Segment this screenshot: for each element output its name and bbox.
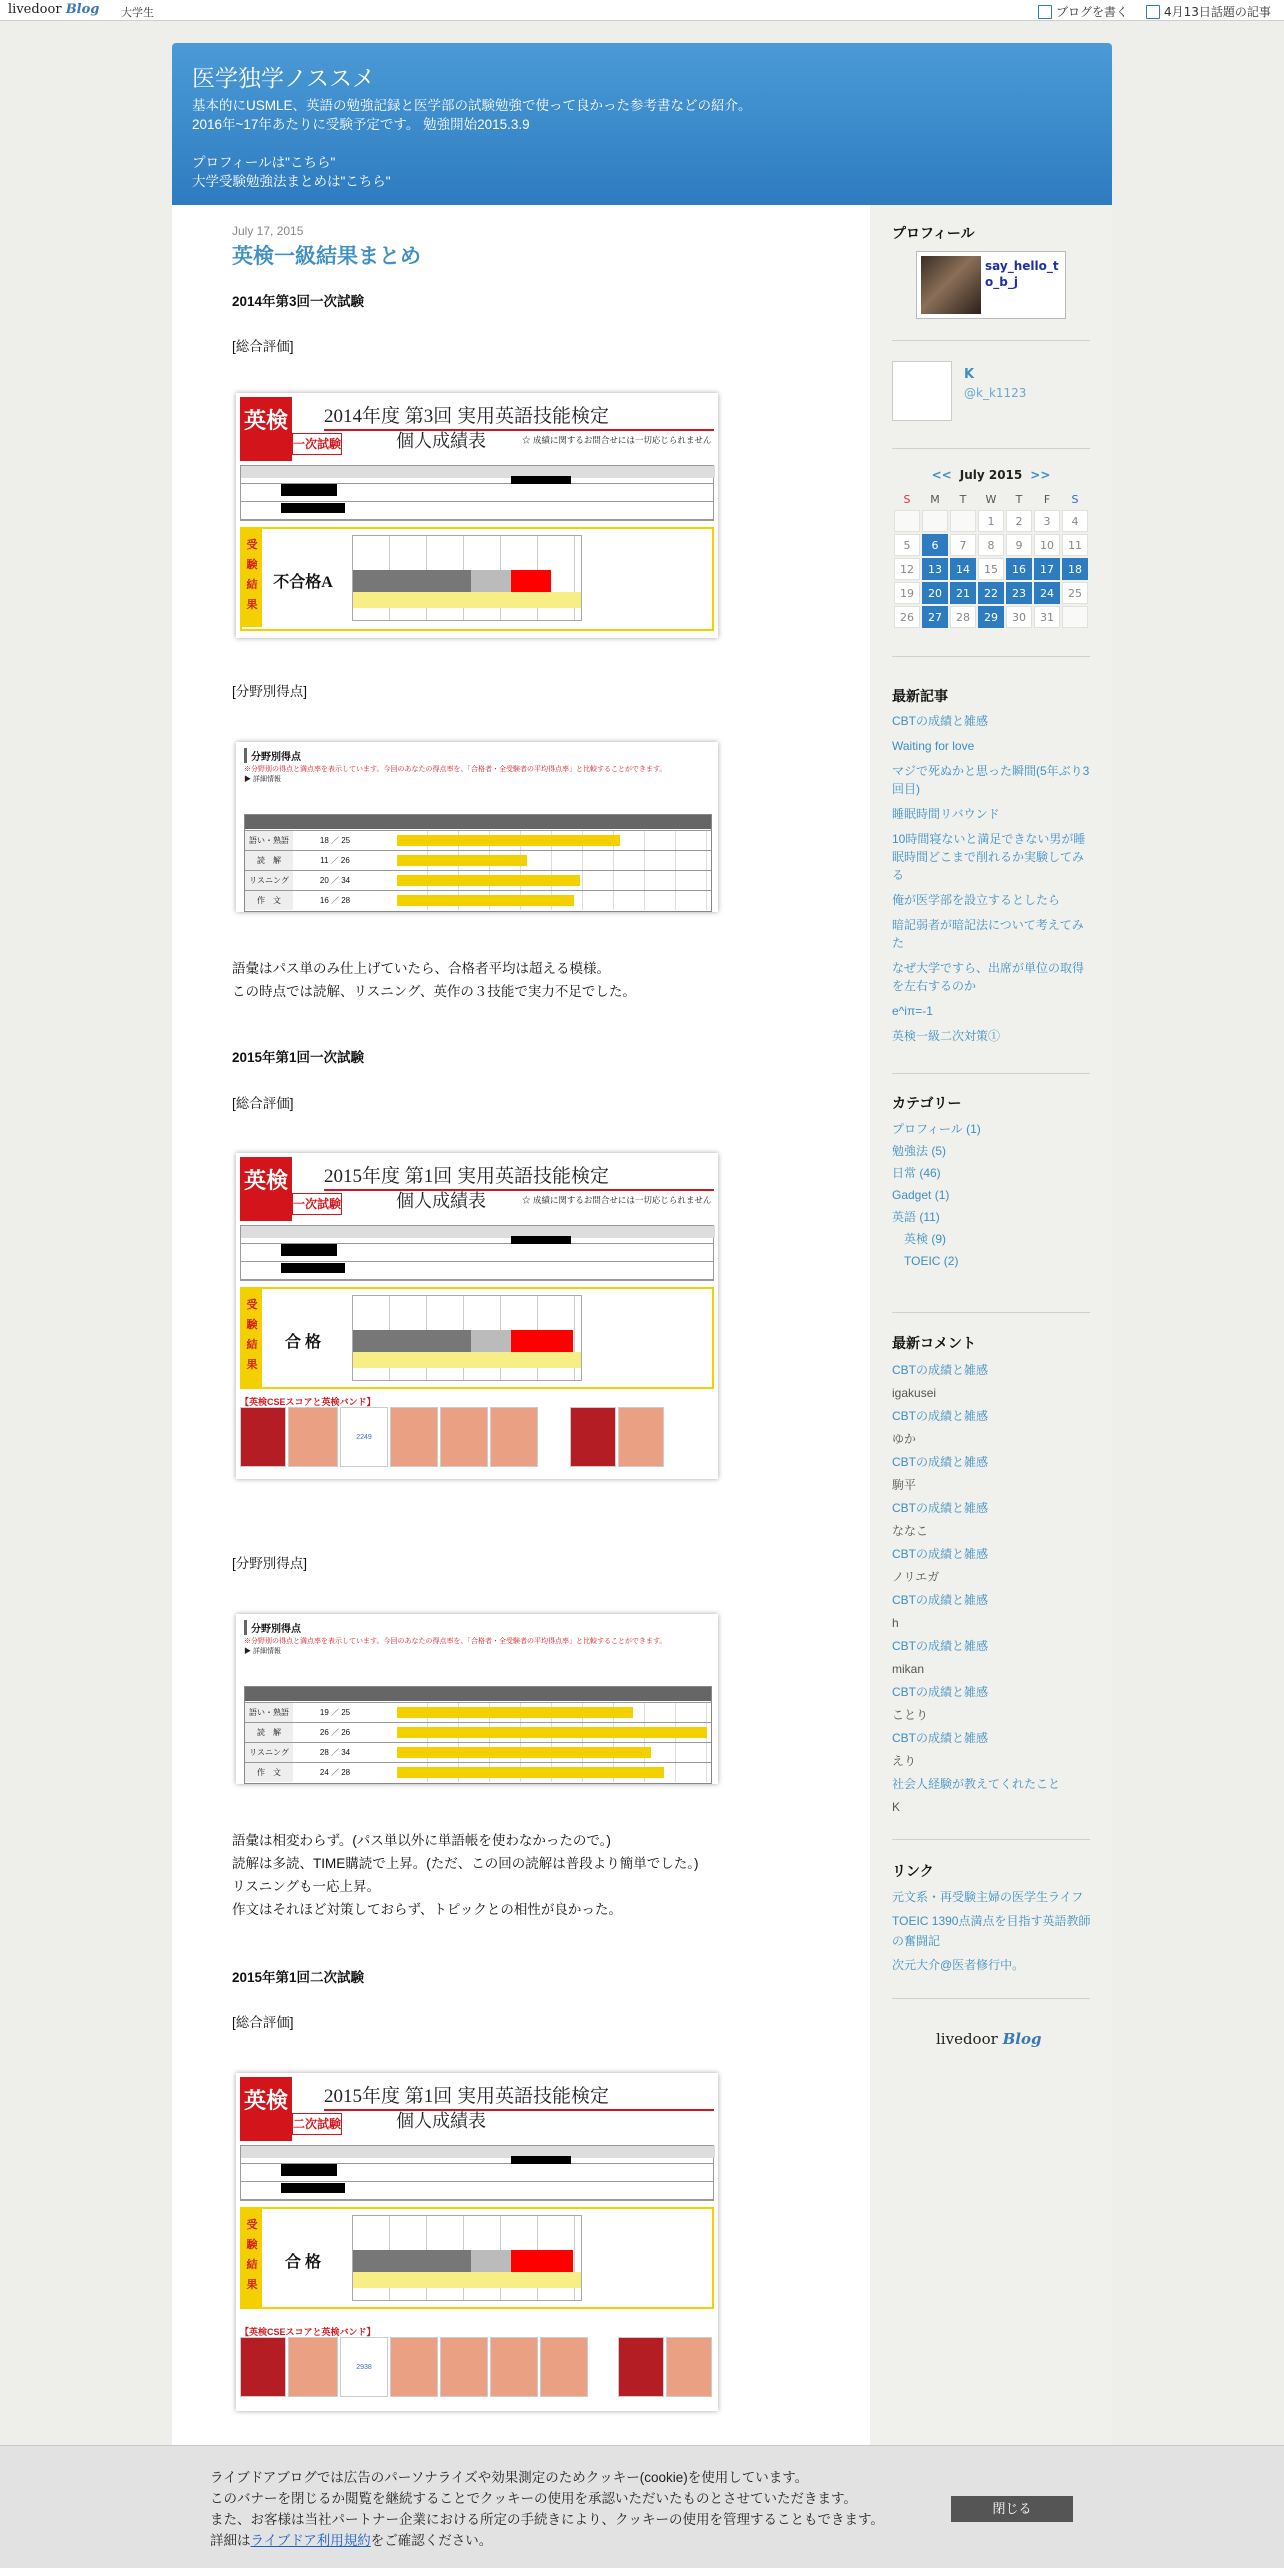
field-row <box>245 1762 711 1782</box>
subcategory-link[interactable]: TOEIC (2) <box>904 1254 959 1268</box>
category-link[interactable]: 日常 (46) <box>892 1166 941 1180</box>
field-bar <box>397 1767 664 1778</box>
field-row <box>245 850 711 870</box>
field-row <box>245 890 711 910</box>
recent-post-link[interactable]: なぜ大学ですら、出席が単位の取得を左右するのか <box>892 961 1085 993</box>
eiken-logo: 英検 <box>240 397 292 461</box>
score-report-image[interactable]: 英検 2015年度 第1回 実用英語技能検定 二次試験 個人成績表 受験結果 合 格 【英検CSEスコアと英検バンド】 2938 <box>236 2073 718 2411</box>
comment-post-link[interactable]: CBTの成績と雑感 <box>892 1639 989 1653</box>
livedoor-footer-logo[interactable]: livedoor Blog <box>936 2030 1042 2048</box>
categories-heading: カテゴリー <box>892 1095 962 1111</box>
result-verdict: 合 格 <box>284 1334 321 1351</box>
field-row <box>245 1702 711 1722</box>
comment-author: mikan <box>892 1662 925 1676</box>
field-bar <box>397 875 580 886</box>
recent-post-link[interactable]: CBTの成績と雑感 <box>892 714 989 728</box>
field-bar <box>397 855 527 866</box>
calendar: << July 2015 >> S M T W T F S 1 2 3 4 5 6 7 8 9 10 11 12 13 14 15 16 17 18 19 20 21 22 23 24 25 26 27 28 29 30 31 <box>892 468 1090 630</box>
section-heading: 2015年第1回二次試験 <box>232 1970 365 1985</box>
comment-post-link[interactable]: CBTの成績と雑感 <box>892 1731 989 1745</box>
recent-posts-list <box>892 712 1092 1052</box>
overall-label: [総合評価] <box>232 339 294 354</box>
field-bar <box>397 895 574 906</box>
field-score: 18 ／ 25 <box>319 836 351 845</box>
recent-post-link[interactable]: 暗記弱者が暗記法について考えてみた <box>892 918 1084 950</box>
eiken-logo: 英検 <box>240 1157 292 1221</box>
field-label: [分野別得点] <box>232 1556 308 1571</box>
paragraph: 語彙は相変わらず。(パス単以外に単語帳を使わなかったので。) 読解は多読、TIME購読で上昇。(ただ、この回の読解は普段より簡単でした。) リスニングも一応上昇。 作文はそれほど対策しておらず、トピックとの相性が良かった。 <box>232 1833 699 1917</box>
field-score: 11 ／ 26 <box>320 856 350 865</box>
field-bar <box>397 1707 633 1718</box>
field-score: 16 ／ 28 <box>319 896 351 905</box>
category-link[interactable]: プロフィール (1) <box>892 1122 981 1136</box>
field-row <box>245 1722 711 1742</box>
pencil-icon <box>1038 5 1052 19</box>
user-id[interactable]: @k_k1123 <box>964 386 1027 400</box>
comment-author: えり <box>892 1754 917 1768</box>
external-link[interactable]: 元文系・再受験主婦の医学生ライフ <box>892 1890 1084 1904</box>
links-heading: リンク <box>892 1863 934 1879</box>
livedoor-blog-logo[interactable]: livedoor Blog <box>8 2 100 17</box>
external-link[interactable]: 次元大介@医者修行中。 <box>892 1958 1025 1972</box>
post-title[interactable]: 英検一級結果まとめ <box>232 245 421 268</box>
write-blog-button[interactable]: ブログを書く <box>1038 3 1128 20</box>
section-heading: 2014年第3回一次試験 <box>232 294 365 309</box>
comment-post-link[interactable]: CBTの成績と雑感 <box>892 1501 989 1515</box>
comment-author: K <box>892 1800 901 1814</box>
subcategory-link[interactable]: 英検 (9) <box>904 1232 947 1246</box>
category-link[interactable]: 英語 (11) <box>892 1210 940 1224</box>
recent-post-link[interactable]: e^iπ=-1 <box>892 1004 933 1018</box>
comment-author: ノリエガ <box>892 1570 940 1584</box>
profile-heading: プロフィール <box>892 225 975 241</box>
field-label: [分野別得点] <box>232 684 308 699</box>
field-score: 20 ／ 34 <box>319 876 351 885</box>
recent-posts-heading: 最新記事 <box>892 688 948 704</box>
result-verdict: 合 格 <box>284 2254 321 2271</box>
calendar-prev[interactable]: << <box>931 468 952 482</box>
comment-author: ことり <box>892 1708 929 1722</box>
comment-post-link[interactable]: CBTの成績と雑感 <box>892 1363 989 1377</box>
field-row <box>245 870 711 890</box>
recent-post-link[interactable]: 10時間寝ないと満足できない男が睡眠時間どこまで削れるか実験してみる <box>892 832 1086 882</box>
profile-link[interactable]: プロフィールは"こちら" <box>192 155 336 170</box>
profile-card[interactable]: say_hello_to_b_j <box>916 251 1066 319</box>
field-name: リスニング <box>245 1743 293 1762</box>
cookie-message: ライブドアブログでは広告のパーソナライズや効果測定のためクッキー(cookie)を使用しています。 このバナーを閉じるか閲覧を継続することでクッキーの使用を承認いただいたものとさせていただきます。 また、お客様は当社パートナー企業における所定の手続きにより、クッキーの使用を管理することもできます。 詳細はライブドア利用規約をご確認ください。 <box>210 2470 884 2548</box>
calendar-month: July 2015 <box>959 468 1023 482</box>
comment-post-link[interactable]: CBTの成績と雑感 <box>892 1455 989 1469</box>
comment-author: h <box>892 1616 899 1630</box>
comments-heading: 最新コメント <box>892 1335 976 1351</box>
avatar <box>921 256 981 314</box>
trending-articles-button[interactable]: 4月13日話題の記事 <box>1146 3 1271 20</box>
post-date: July 17, 2015 <box>232 224 304 238</box>
comment-author: igakusei <box>892 1386 937 1400</box>
comment-author: 駒平 <box>892 1478 917 1492</box>
field-row <box>245 830 711 850</box>
external-link[interactable]: TOEIC 1390点満点を目指す英語教師の奮闘記 <box>892 1914 1091 1948</box>
user-name[interactable]: K <box>964 367 975 382</box>
field-name: リスニング <box>245 871 293 890</box>
overall-label: [総合評価] <box>232 1096 294 1111</box>
blog-description: 基本的にUSMLE、英語の勉強記録と医学部の試験勉強で使って良かった参考書などの紹介。 2016年~17年あたりに受験予定です。 勉強開始2015.3.9 プロフィールは"こちら" 大学受験勉強法まとめは"こちら" <box>192 98 752 189</box>
field-name: 読 解 <box>245 1723 293 1742</box>
field-row <box>245 1742 711 1762</box>
field-score-image[interactable]: 分野別得点 ※分野別の得点と満点率を表示しています。今回のあなたの得点率を、「合格者・全受験者の平均得点率」と比較することができます。 ▶ 詳細情報 語い・熟語 19 ／ 25 読 解 26 ／ 26 リスニング 28 ／ 34 作 文 24 ／ 28 <box>236 1614 718 1784</box>
score-report-image[interactable]: 英検 2015年度 第1回 実用英語技能検定 一次試験 個人成績表 ☆ 成績に関するお問合せには一切応じられません 受験結果 合 格 【英検CSEスコアと英検バンド】 2249 <box>236 1153 718 1479</box>
field-score-image[interactable]: 分野別得点 ※分野別の得点と満点率を表示しています。今回のあなたの得点率を、「合格者・全受験者の平均得点率」と比較することができます。 ▶ 詳細情報 語い・熟語 18 ／ 25 読 解 11 ／ 26 リスニング 20 ／ 34 作 文 16 ／ 28 <box>236 742 718 912</box>
cookie-banner <box>0 2445 1284 2568</box>
user-avatar[interactable] <box>892 361 952 421</box>
field-score: 28 ／ 34 <box>319 1748 351 1757</box>
eiken-logo: 英検 <box>240 2077 292 2141</box>
blog-title[interactable]: 医学独学ノススメ <box>192 65 376 91</box>
field-bar <box>397 1747 651 1758</box>
recent-post-link[interactable]: 睡眠時間リバウンド <box>892 807 1000 821</box>
category-link[interactable]: 大学生 <box>121 6 154 19</box>
result-verdict: 不合格A <box>273 574 333 591</box>
recent-post-link[interactable]: 俺が医学部を設立するとしたら <box>892 893 1061 907</box>
recent-post-link[interactable]: Waiting for love <box>892 739 975 753</box>
category-link[interactable]: 勉強法 (5) <box>892 1144 947 1158</box>
terms-link[interactable]: ライブドア利用規約 <box>250 2533 371 2548</box>
field-name: 語い・熟語 <box>245 1703 293 1722</box>
overall-label: [総合評価] <box>232 2015 294 2030</box>
comment-post-link[interactable]: CBTの成績と雑感 <box>892 1685 989 1699</box>
field-bar <box>397 835 620 846</box>
study-summary-link[interactable]: 大学受験勉強法まとめは"こちら" <box>192 174 391 189</box>
section-heading: 2015年第1回一次試験 <box>232 1050 365 1065</box>
categories-list <box>892 1118 1092 1272</box>
calendar-next[interactable]: >> <box>1030 468 1051 482</box>
comments-list <box>892 1359 1092 1819</box>
recent-post-link[interactable]: 英検一級二次対策① <box>892 1029 1001 1043</box>
links-list <box>892 1887 1092 1979</box>
field-score: 26 ／ 26 <box>319 1728 351 1737</box>
comment-post-link[interactable]: CBTの成績と雑感 <box>892 1547 989 1561</box>
field-name: 作 文 <box>245 1763 293 1782</box>
comment-author: ゆか <box>892 1432 917 1446</box>
field-bar <box>397 1727 707 1738</box>
recent-post-link[interactable]: マジで死ぬかと思った瞬間(5年ぶり3回目) <box>892 764 1090 796</box>
field-name: 作 文 <box>245 891 293 910</box>
field-score: 19 ／ 25 <box>319 1708 351 1717</box>
calendar-icon <box>1146 5 1160 19</box>
blog-header <box>172 43 1112 205</box>
field-name: 読 解 <box>245 851 293 870</box>
comment-post-link[interactable]: CBTの成績と雑感 <box>892 1409 989 1423</box>
field-name: 語い・熟語 <box>245 831 293 850</box>
category-link[interactable]: Gadget (1) <box>892 1188 950 1202</box>
comment-post-link[interactable]: 社会人経験が教えてくれたこと <box>892 1777 1061 1791</box>
sidebar <box>870 205 1112 2568</box>
score-report-image[interactable]: 英検 2014年度 第3回 実用英語技能検定 一次試験 個人成績表 ☆ 成績に関するお問合せには一切応じられません 受験結果 不合格A <box>236 393 718 638</box>
comment-author: ななこ <box>892 1524 929 1538</box>
field-score: 24 ／ 28 <box>319 1768 351 1777</box>
paragraph: 語彙はパス単のみ仕上げていたら、合格者平均は超える模様。 この時点では読解、リスニング、英作の３技能で実力不足でした。 <box>232 961 636 999</box>
top-bar <box>0 0 1284 21</box>
comment-post-link[interactable]: CBTの成績と雑感 <box>892 1593 989 1607</box>
close-button[interactable]: 閉じる <box>951 2496 1073 2522</box>
